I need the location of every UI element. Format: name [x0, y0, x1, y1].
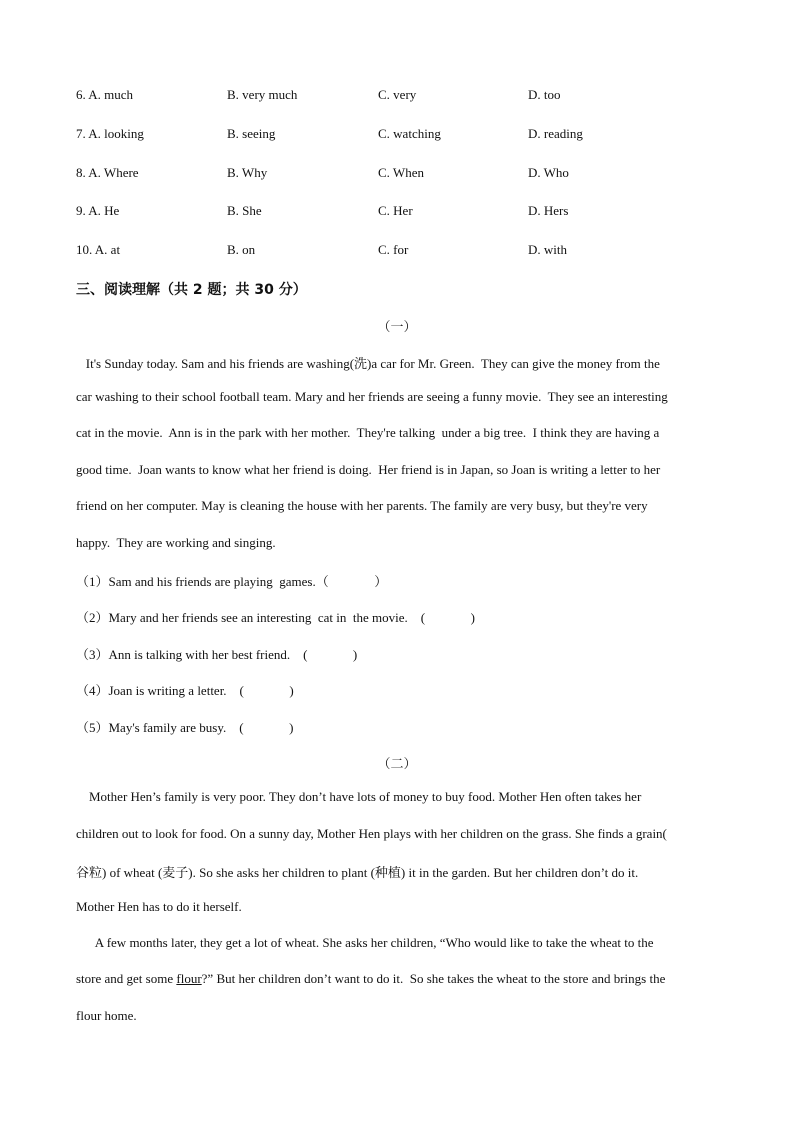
option-7c: C. watching: [378, 126, 441, 141]
option-10c: C. for: [378, 242, 409, 257]
option-9b: B. She: [227, 203, 262, 218]
option-7a: 7. A. looking: [76, 126, 144, 141]
passage1-line: cat in the movie. Ann is in the park with her mother. They're talking under a big tree. I think they are having a: [76, 425, 660, 440]
question-4: （4）Joan is writing a letter. ( ): [76, 683, 294, 698]
option-8c: C. When: [378, 165, 424, 180]
passage2-heading: （二）: [377, 756, 417, 771]
question-1: （1）Sam and his friends are playing games.（ ）: [76, 574, 388, 589]
option-10b: B. on: [227, 242, 256, 257]
option-8d: D. Who: [528, 165, 569, 180]
option-8b: B. Why: [227, 165, 268, 180]
passage1-line: happy. They are working and singing.: [76, 535, 276, 550]
passage1-line: car washing to their school football team. Mary and her friends are seeing a funny movie. They see an interesting: [76, 389, 668, 404]
option-row-10: [76, 242, 716, 262]
passage2-line: children out to look for food. On a sunny day, Mother Hen plays with her children on the grass. She finds a grain(: [76, 826, 667, 841]
option-row-7: [76, 126, 716, 146]
passage2-line: 谷粒) of wheat (麦子). So she asks her children to plant (种植) it in the garden. But her children don’t do it.: [76, 865, 639, 880]
passage2-line: A few months later, they get a lot of wheat. She asks her children, “Who would like to take the wheat to the: [76, 935, 654, 950]
passage1-heading: （一）: [377, 319, 417, 334]
option-10d: D. with: [528, 242, 567, 257]
passage2-line: flour home.: [76, 1008, 137, 1023]
option-9d: D. Hers: [528, 203, 569, 218]
passage1-line: It's Sunday today. Sam and his friends are washing(洗)a car for Mr. Green. They can give the money from the: [76, 356, 660, 371]
option-6c: C. very: [378, 87, 417, 102]
option-7b: B. seeing: [227, 126, 276, 141]
option-10a: 10. A. at: [76, 242, 121, 257]
section-title: 三、阅读理解（共 2 题；共 30 分）: [76, 282, 307, 298]
option-row-9: [76, 203, 716, 223]
question-2: （2）Mary and her friends see an interesting cat in the movie. ( ): [76, 610, 475, 625]
option-6d: D. too: [528, 87, 561, 102]
option-8a: 8. A. Where: [76, 165, 139, 180]
passage1-line: good time. Joan wants to know what her friend is doing. Her friend is in Japan, so Joan is writing a letter to her: [76, 462, 661, 477]
option-6a: 6. A. much: [76, 87, 134, 102]
question-5: （5）May's family are busy. ( ): [76, 720, 294, 735]
passage2-line: Mother Hen’s family is very poor. They don’t have lots of money to buy food. Mother Hen often takes her: [76, 789, 642, 804]
option-7d: D. reading: [528, 126, 583, 141]
option-9a: 9. A. He: [76, 203, 120, 218]
passage2-text-segment: store and get some: [76, 971, 177, 986]
question-3: （3）Ann is talking with her best friend. ( ): [76, 647, 358, 662]
passage1-line: friend on her computer. May is cleaning the house with her parents. The family are very busy, but they're very: [76, 498, 648, 513]
passage2-line: Mother Hen has to do it herself.: [76, 899, 242, 914]
option-row-8: [76, 165, 716, 185]
underlined-word: flour: [176, 971, 202, 986]
passage2-line: [76, 971, 665, 987]
option-row-6: [76, 87, 716, 107]
option-6b: B. very much: [227, 87, 298, 102]
option-9c: C. Her: [378, 203, 413, 218]
passage2-text-segment: ?” But her children don’t want to do it. So she takes the wheat to the store and brings the: [201, 971, 666, 986]
